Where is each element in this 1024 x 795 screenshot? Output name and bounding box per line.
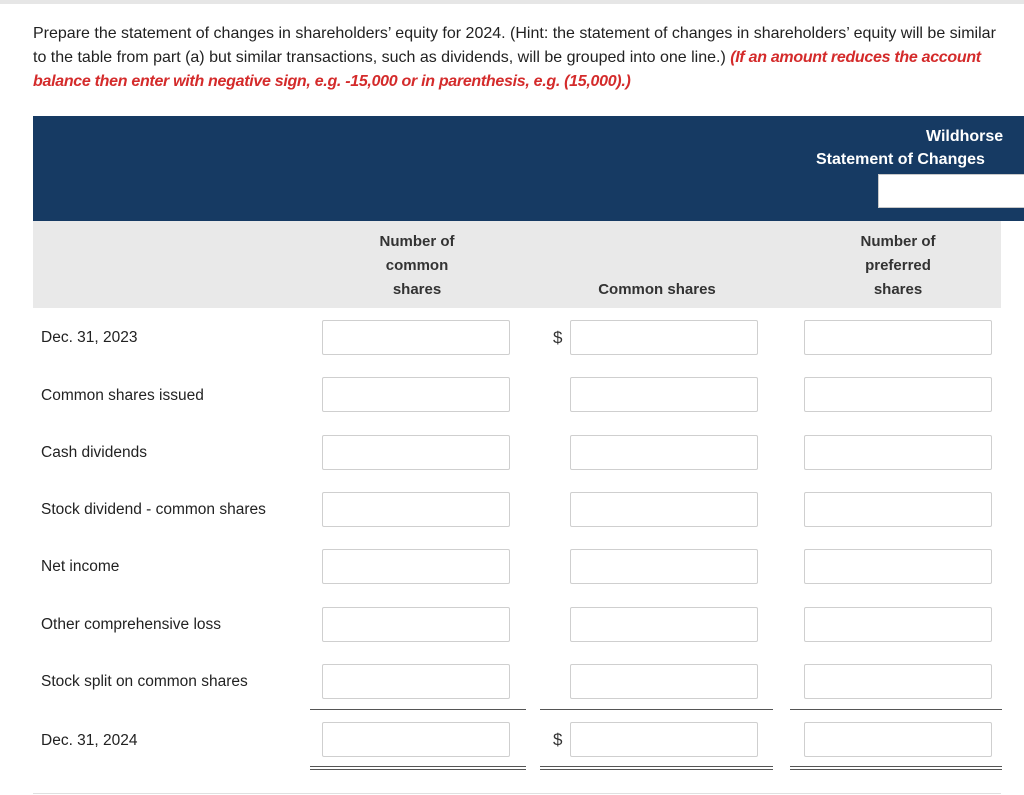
input-oci-loss-number-common[interactable] [322,607,510,642]
input-stock-split-number-common[interactable] [322,664,510,699]
total-double-rule [310,766,526,770]
input-dec-31-2023-number-preferred[interactable] [804,320,992,355]
input-dec-31-2024-number-preferred[interactable] [804,722,992,757]
dollar-sign: $ [553,730,563,749]
row-label-common-shares-issued: Common shares issued [41,387,204,404]
input-dec-31-2024-common-shares[interactable] [570,722,758,757]
instructions [33,22,1008,94]
input-cash-dividends-number-common[interactable] [322,435,510,470]
input-net-income-common-shares[interactable] [570,549,758,584]
input-stock-split-number-preferred[interactable] [804,664,992,699]
input-dec-31-2023-common-shares[interactable] [570,320,758,355]
instructions-text: Prepare the statement of changes in shareholders’ equity for 2024. (Hint: the statement of changes in shareholders’ equity will be similar to the table from part (a) but similar transactions, such as dividends, will be grouped into one line.) [33,25,996,66]
input-shares-issued-common-shares[interactable] [570,377,758,412]
row-label-other-comprehensive-loss: Other comprehensive loss [41,616,222,633]
input-oci-loss-common-shares[interactable] [570,607,758,642]
subtotal-rule [790,709,1002,710]
col-header-number-preferred-shares: Number of preferred shares [860,233,936,298]
input-dec-31-2024-number-common[interactable] [322,722,510,757]
company-name: Wildhorse [926,128,1004,145]
statement-date-input[interactable] [878,174,1024,208]
col-header-number-common-shares: Number of common shares [379,233,455,298]
row-label-cash-dividends: Cash dividends [41,444,147,461]
subtotal-rule [310,709,526,710]
input-stock-dividend-number-preferred[interactable] [804,492,992,527]
statement-title: Statement of Changes [816,151,985,168]
row-label-net-income: Net income [41,558,120,575]
input-cash-dividends-common-shares[interactable] [570,435,758,470]
total-double-rule [540,766,773,770]
row-label-dec-31-2023: Dec. 31, 2023 [41,329,138,346]
col-header-common-shares: Common shares [598,281,716,298]
input-dec-31-2023-number-common[interactable] [322,320,510,355]
input-cash-dividends-number-preferred[interactable] [804,435,992,470]
subtotal-rule [540,709,773,710]
row-label-dec-31-2024: Dec. 31, 2024 [41,732,138,749]
dollar-sign: $ [553,328,563,347]
input-net-income-number-common[interactable] [322,549,510,584]
input-shares-issued-number-preferred[interactable] [804,377,992,412]
input-stock-split-common-shares[interactable] [570,664,758,699]
total-double-rule [790,766,1002,770]
top-divider [0,0,1024,4]
row-label-stock-split: Stock split on common shares [41,673,248,690]
input-oci-loss-number-preferred[interactable] [804,607,992,642]
input-stock-dividend-common-shares[interactable] [570,492,758,527]
instructions-note: (If an amount reduces the account balance then enter with negative sign, e.g. -15,000 or in parenthesis, e.g. (15,000).) [33,49,981,90]
bottom-divider [33,793,1001,794]
input-stock-dividend-number-common[interactable] [322,492,510,527]
row-label-stock-dividend: Stock dividend - common shares [41,501,266,518]
input-net-income-number-preferred[interactable] [804,549,992,584]
input-shares-issued-number-common[interactable] [322,377,510,412]
